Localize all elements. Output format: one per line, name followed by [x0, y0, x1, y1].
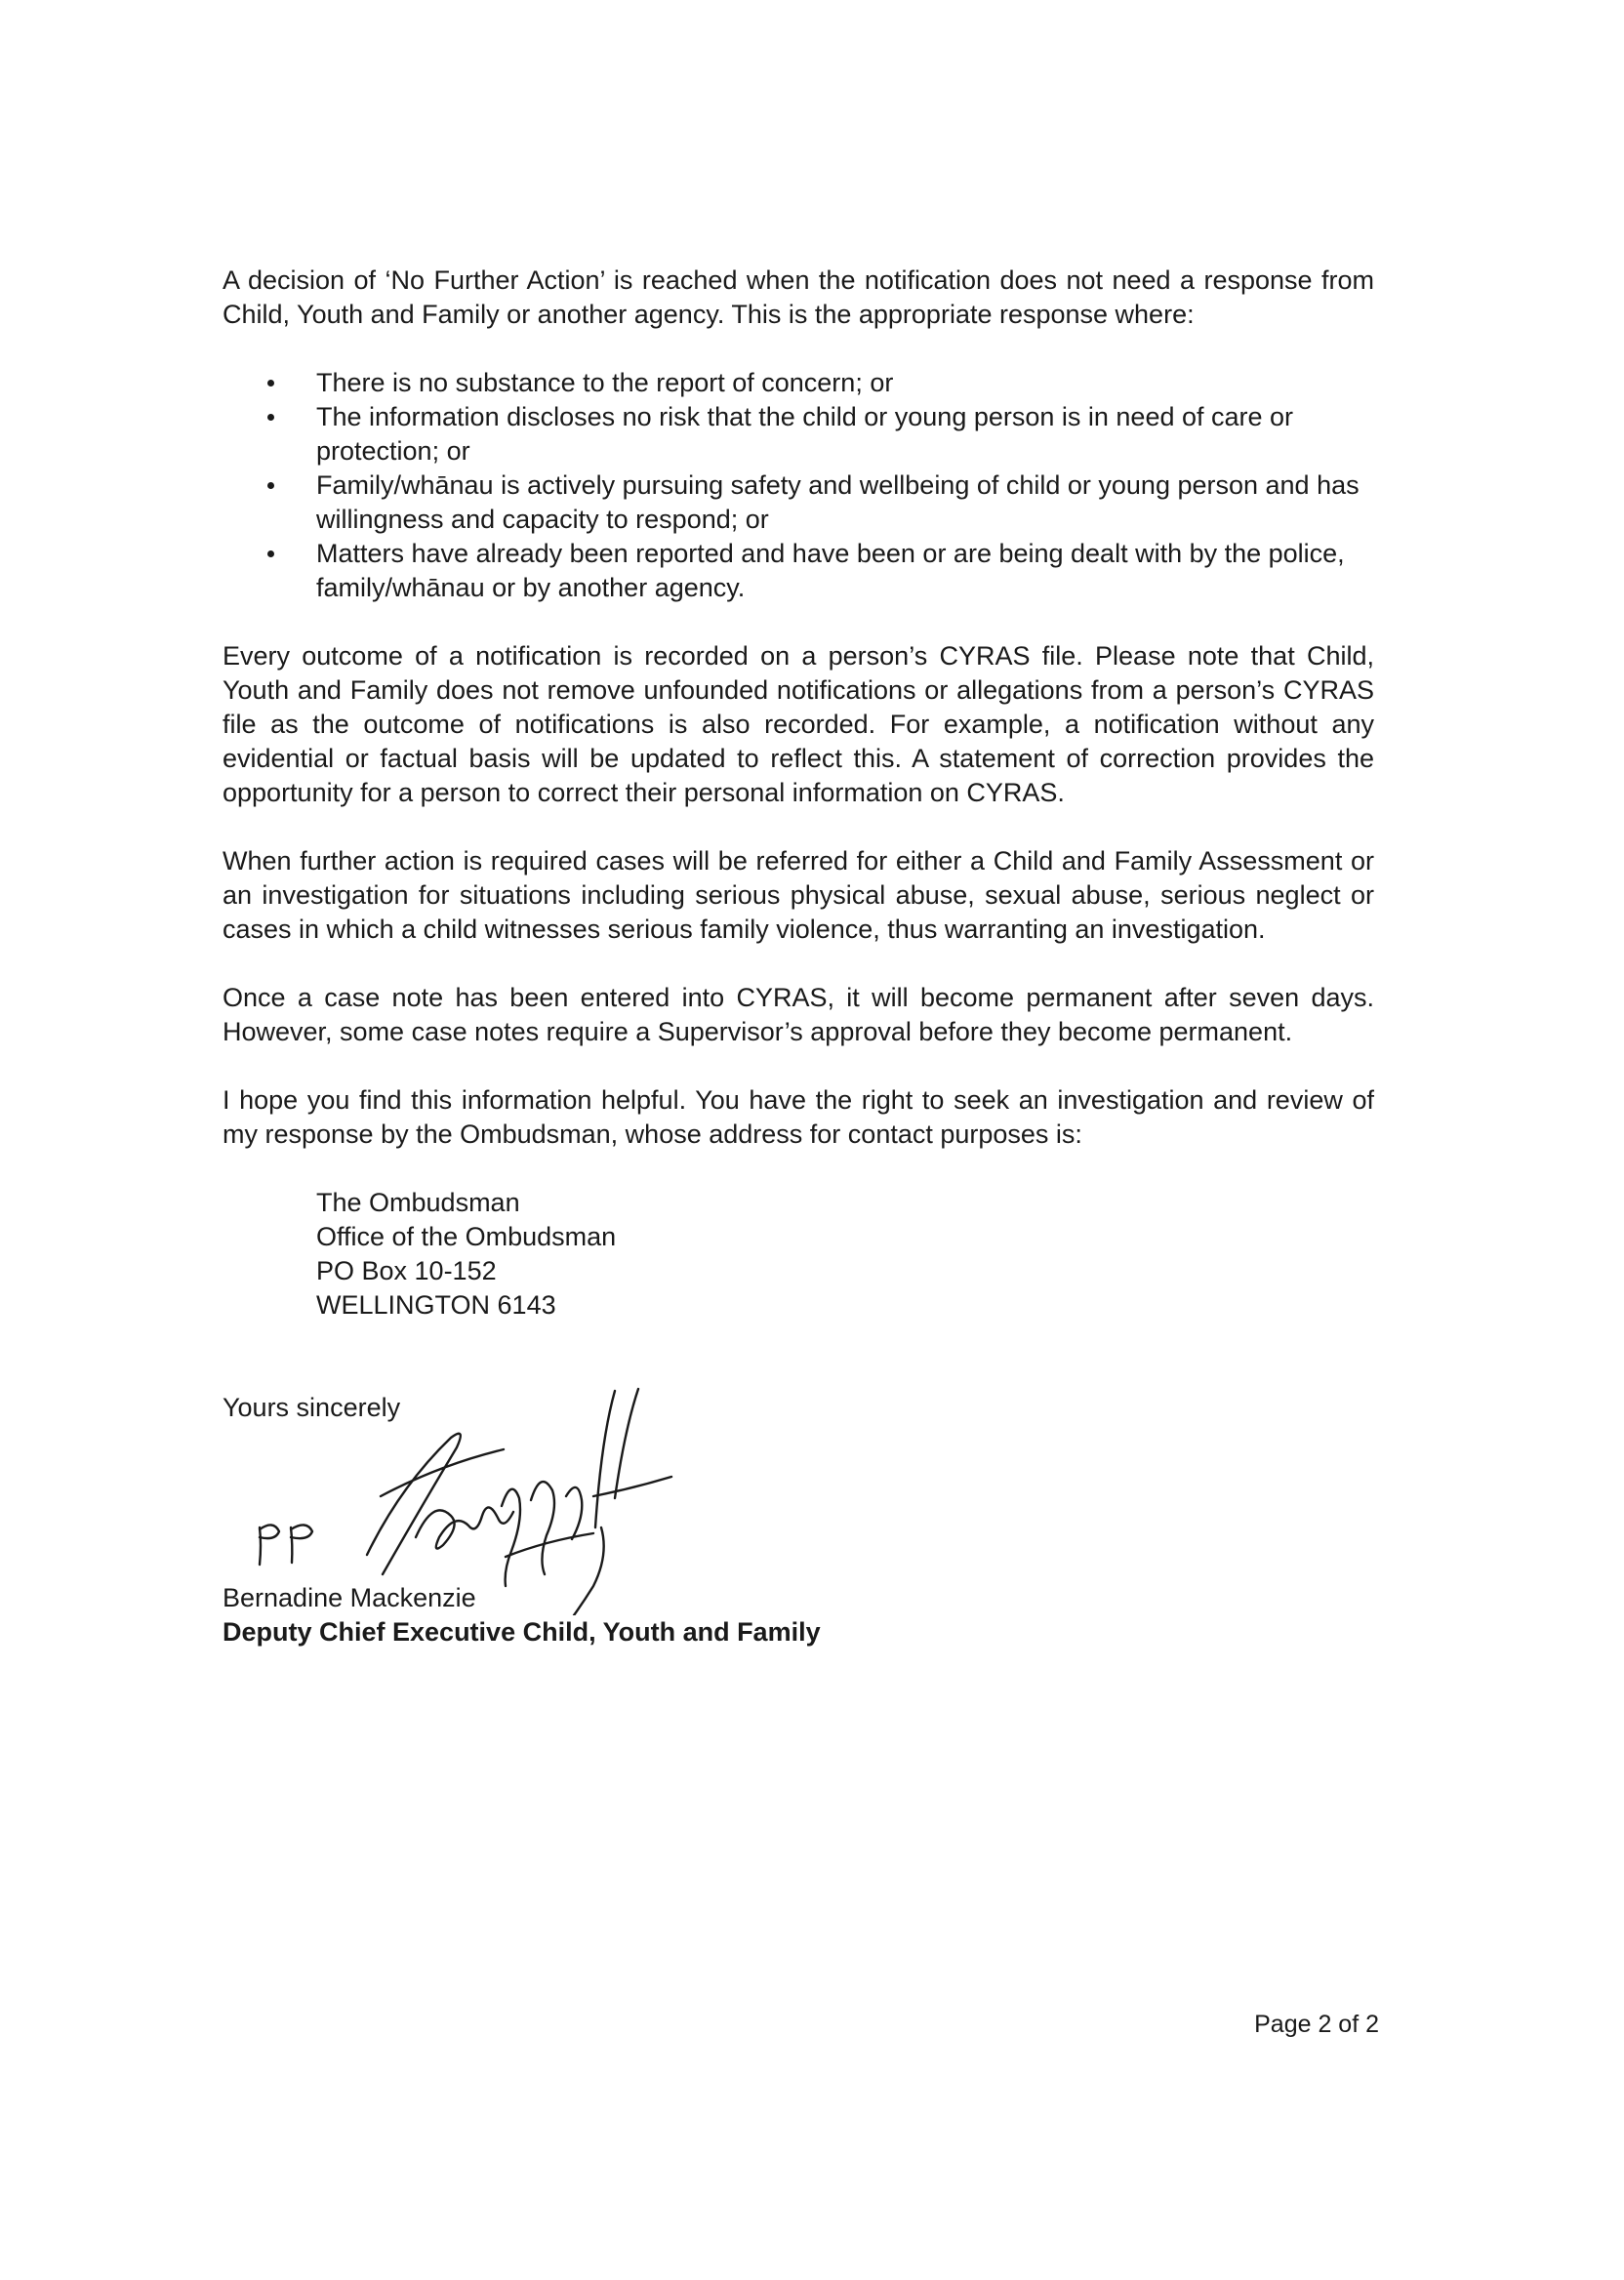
closing-block	[223, 1391, 1374, 1649]
signer-name: Bernadine Mackenzie	[223, 1583, 476, 1612]
bullet-icon	[267, 482, 274, 489]
ombudsman-paragraph: I hope you find this information helpful. You have the right to seek an investigation and review of my response by the Ombudsman, whose address for contact purposes is:	[223, 1085, 1374, 1149]
closing-salutation: Yours sincerely	[223, 1393, 401, 1422]
list-item: There is no substance to the report of concern; or	[223, 366, 1374, 400]
bullet-icon	[267, 414, 274, 421]
letter-body	[223, 264, 1374, 1649]
list-item: Matters have already been reported and have been or are being dealt with by the police, family/whānau or by another agency.	[223, 537, 1374, 605]
cyras-paragraph: Every outcome of a notification is recorded on a person’s CYRAS file. Please note that Child, Youth and Family does not remove unfounded notifications or allegations from a person’s CYRAS file as the outcome of notifications is also recorded. For example, a notification without any evidential or factual basis will be updated to reflect this. A statement of correction provides the opportunity for a person to correct their personal information on CYRAS.	[223, 641, 1374, 807]
address-line: PO Box 10-152	[316, 1256, 497, 1285]
address-line: Office of the Ombudsman	[316, 1222, 617, 1251]
address-line: The Ombudsman	[316, 1188, 520, 1217]
case-note-paragraph: Once a case note has been entered into CYRAS, it will become permanent after seven days. However, some case notes require a Supervisor’s approval before they become permanent.	[223, 983, 1374, 1046]
bullet-icon	[267, 380, 274, 387]
bullet-icon	[267, 550, 274, 557]
handwritten-signature	[252, 1381, 720, 1615]
intro-paragraph: A decision of ‘No Further Action’ is reached when the notification does not need a response from Child, Youth and Family or another agency. This is the appropriate response where:	[223, 265, 1374, 329]
signature-area	[223, 1425, 1374, 1581]
criteria-list	[223, 366, 1374, 605]
list-item: The information discloses no risk that the child or young person is in need of care or protection; or	[223, 400, 1374, 468]
ombudsman-address	[316, 1186, 1374, 1323]
page-number: Page 2 of 2	[1254, 2011, 1379, 2038]
list-item: Family/whānau is actively pursuing safety and wellbeing of child or young person and has willingness and capacity to respond; or	[223, 468, 1374, 537]
signer-title: Deputy Chief Executive Child, Youth and Family	[223, 1617, 821, 1647]
further-action-paragraph: When further action is required cases will be referred for either a Child and Family Assessment or an investigation for situations including serious physical abuse, sexual abuse, serious neglect or cases in which a child witnesses serious family violence, thus warranting an investigation.	[223, 846, 1374, 944]
address-line: WELLINGTON 6143	[316, 1290, 556, 1320]
